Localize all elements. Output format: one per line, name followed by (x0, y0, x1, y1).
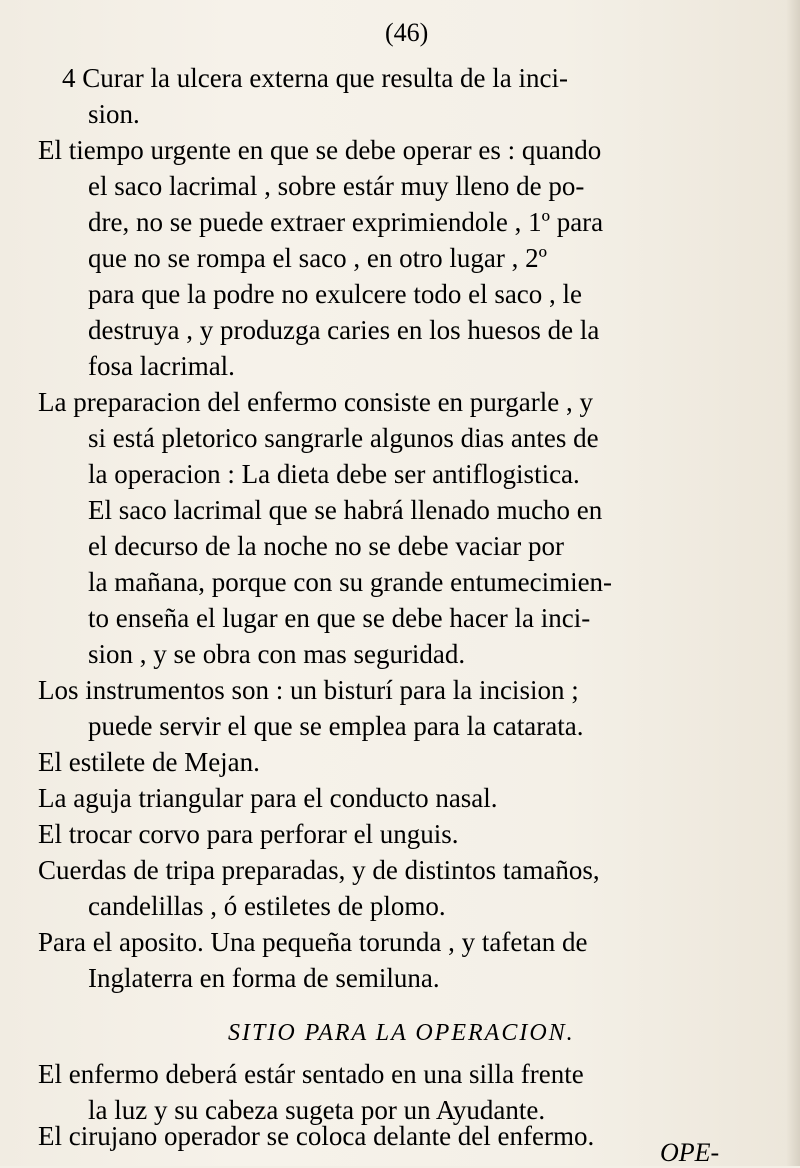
text-line: si está pletorico sangrarle algunos dias antes de (88, 423, 599, 453)
text-line: La preparacion del enfermo consiste en purgarle , y (38, 387, 594, 417)
text-line: el decurso de la noche no se debe vaciar por (88, 531, 565, 561)
text-line: sion , y se obra con mas seguridad. (88, 639, 466, 669)
text-line: puede servir el que se emplea para la catarata. (88, 711, 584, 741)
section-heading: SITIO PARA LA OPERACION. (228, 1020, 575, 1046)
text-line: Cuerdas de tripa preparadas, y de distintos tamaños, (38, 855, 600, 885)
text-line: El estilete de Mejan. (38, 747, 260, 777)
text-line: la luz y su cabeza sugeta por un Ayudante. (88, 1095, 546, 1125)
text-line: Inglaterra en forma de semiluna. (88, 963, 440, 993)
text-line: El trocar corvo para perforar el unguis. (38, 819, 459, 849)
text-line: la mañana, porque con su grande entumecimien- (88, 567, 613, 597)
text-line: to enseña el lugar en que se debe hacer la inci- (88, 603, 591, 633)
catchword: OPE- (660, 1138, 720, 1167)
text-line: El enfermo deberá estár sentado en una silla frente (38, 1059, 584, 1089)
text-line: destruya , y produzga caries en los huesos de la (88, 315, 600, 345)
text-line: El cirujano operador se coloca delante del enfermo. (38, 1121, 595, 1151)
page-edge-shadow (786, 0, 800, 1166)
text-line: El saco lacrimal que se habrá llenado mucho en (88, 495, 603, 525)
text-line: que no se rompa el saco , en otro lugar , 2º (88, 243, 547, 273)
text-line: La aguja triangular para el conducto nasal. (38, 783, 498, 813)
text-line: Los instrumentos son : un bisturí para la incision ; (38, 675, 579, 705)
page-number: (46) (385, 18, 429, 47)
text-line: candelillas , ó estiletes de plomo. (88, 891, 446, 921)
text-line: 4 Curar la ulcera externa que resulta de la inci- (62, 63, 568, 93)
text-line: Para el aposito. Una pequeña torunda , y tafetan de (38, 927, 588, 957)
text-line: fosa lacrimal. (88, 351, 235, 381)
text-line: sion. (88, 99, 140, 129)
text-line: para que la podre no exulcere todo el saco , le (88, 279, 583, 309)
text-line: el saco lacrimal , sobre estár muy lleno de po- (88, 171, 585, 201)
text-line: la operacion : La dieta debe ser antiflogistica. (88, 459, 580, 489)
text-line: El tiempo urgente en que se debe operar es : quando (38, 135, 602, 165)
text-line: dre, no se puede extraer exprimiendole , 1º para (88, 207, 604, 237)
